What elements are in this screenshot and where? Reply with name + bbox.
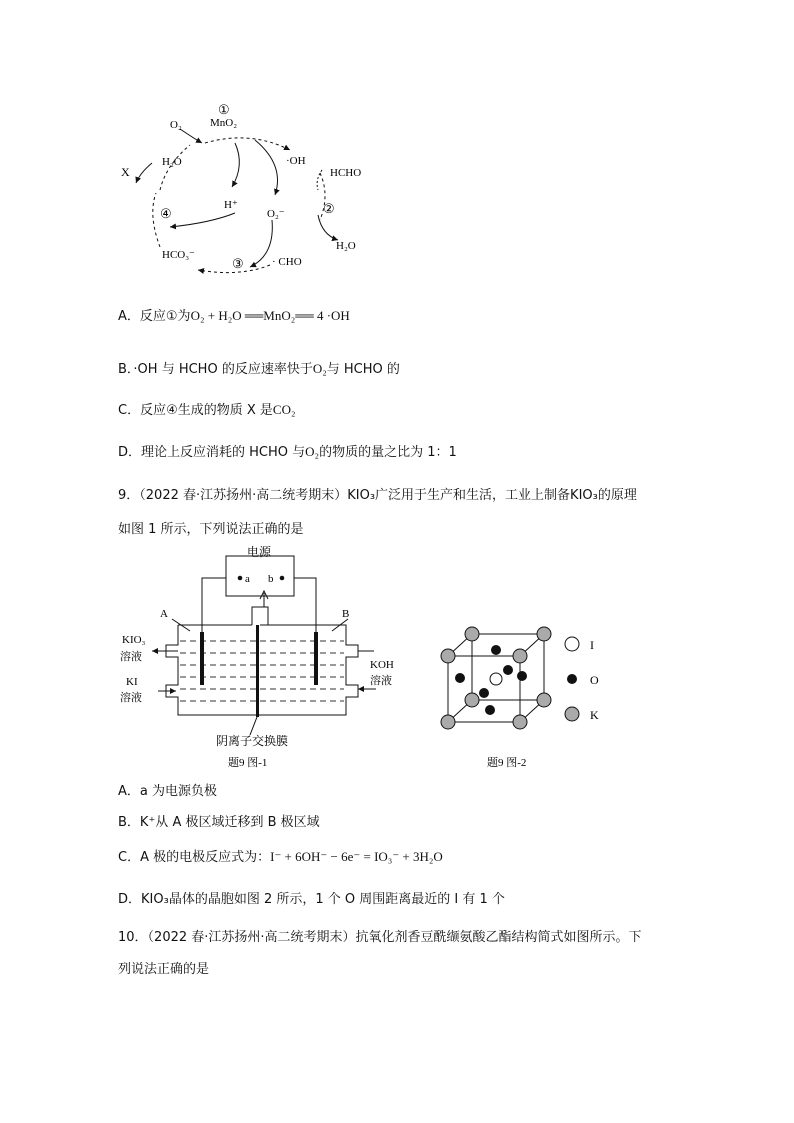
hco3-label: HCO₃⁻ bbox=[162, 249, 195, 261]
power-label: 电源 bbox=[247, 545, 272, 559]
arrow-hcho-in bbox=[317, 170, 322, 190]
electrode-b-label: B bbox=[342, 608, 350, 620]
arrow-to-hco3 bbox=[170, 213, 235, 227]
wire-b bbox=[294, 578, 316, 682]
terminal-b-label: b bbox=[268, 573, 274, 585]
crystal-cell-figure bbox=[430, 618, 630, 776]
option-8a: A．反应①为O₂ + H₂O ══MnO₂══ 4 ·OH bbox=[118, 308, 350, 324]
koh-solution-label: 溶液 bbox=[370, 675, 392, 687]
step1-label: ① bbox=[218, 102, 230, 117]
hplus-label: H⁺ bbox=[224, 199, 238, 211]
legend-k-marker bbox=[565, 707, 579, 721]
question-9-line1: 9．（2022 春·江苏扬州·高二统考期末）KIO₃广泛用于生产和生活，工业上制备KIO₃的原理 bbox=[118, 488, 637, 503]
arrow-o2minus-down bbox=[250, 220, 272, 267]
step2-label: ② bbox=[323, 201, 335, 216]
terminal-a-label: a bbox=[245, 573, 250, 585]
step4-label: ④ bbox=[160, 206, 172, 221]
electrode-a bbox=[200, 632, 204, 685]
h2o-top-label: H₂O bbox=[162, 156, 182, 168]
legend-o-marker bbox=[567, 674, 577, 684]
arrow-to-x bbox=[136, 163, 152, 183]
x-label: X bbox=[121, 165, 130, 179]
hcho-label: HCHO bbox=[330, 167, 362, 179]
koh-label: KOH bbox=[370, 659, 394, 671]
h2o-right-label: H₂O bbox=[336, 240, 356, 252]
arrow-to-o2minus bbox=[255, 140, 278, 195]
kio3-solution-label: 溶液 bbox=[120, 651, 142, 663]
cho-label: · CHO bbox=[272, 256, 302, 268]
power-box bbox=[226, 556, 294, 596]
o2minus-label: O₂⁻ bbox=[267, 208, 285, 220]
question-10-line1: 10．（2022 春·江苏扬州·高二统考期末）抗氧化剂香豆酰缬氨酸乙酯结构简式如图所示。下 bbox=[118, 930, 642, 945]
electrode-a-label: A bbox=[160, 608, 168, 620]
legend-k: K bbox=[590, 708, 599, 722]
legend-i: I bbox=[590, 638, 594, 652]
option-9d: D．KIO₃晶体的晶胞如图 2 所示，1 个 O 周围距离最近的 I 有 1 个 bbox=[118, 892, 505, 907]
mno2-label: MnO₂ bbox=[210, 117, 238, 129]
step3-label: ③ bbox=[232, 256, 244, 271]
legend-i-marker bbox=[565, 637, 579, 651]
option-8d: D．理论上反应消耗的 HCHO 与O₂的物质的量之比为 1：1 bbox=[118, 444, 457, 460]
cycle-arc-4 bbox=[153, 193, 160, 247]
option-8a-formula: O₂ + H₂O ══MnO₂══ 4 ·OH bbox=[190, 308, 350, 323]
option-9a: A．a 为电源负极 bbox=[118, 784, 217, 799]
option-9c: C．A 极的电极反应式为：I⁻ + 6OH⁻ − 6e⁻ = IO₃⁻ + 3H₂O bbox=[118, 849, 443, 865]
ki-label: KI bbox=[126, 676, 138, 688]
option-9c-formula: I⁻ + 6OH⁻ − 6e⁻ = IO₃⁻ + 3H₂O bbox=[270, 849, 443, 864]
kio3-label: KIO₃ bbox=[122, 634, 146, 646]
reaction-cycle-diagram bbox=[110, 95, 390, 285]
figure-9-1-caption: 题9 图-1 bbox=[228, 757, 268, 769]
option-8c: C．反应④生成的物质 X 是CO₂ bbox=[118, 402, 296, 418]
arrow-to-hplus bbox=[232, 143, 239, 187]
option-8b: B．·OH 与 HCHO 的反应速率快于O₂与 HCHO 的 bbox=[118, 361, 400, 377]
iodine-atom bbox=[490, 673, 502, 685]
electrode-b bbox=[314, 632, 318, 685]
oh-label: ·OH bbox=[286, 155, 306, 167]
option-9b: B．K⁺从 A 极区域迁移到 B 极区域 bbox=[118, 815, 320, 830]
ki-solution-label: 溶液 bbox=[120, 692, 142, 704]
arrow-h2o-out bbox=[318, 215, 338, 240]
electrolysis-figure bbox=[110, 545, 410, 773]
o2-label: O₂ bbox=[170, 119, 182, 131]
arrow-o2-in bbox=[180, 129, 202, 143]
wire-a bbox=[202, 578, 226, 682]
question-10-line2: 列说法正确的是 bbox=[118, 962, 210, 977]
question-9-line2: 如图 1 所示，下列说法正确的是 bbox=[118, 522, 304, 537]
legend-o: O bbox=[590, 673, 599, 687]
membrane-label: 阴离子交换膜 bbox=[216, 734, 289, 748]
figure-9-2-caption: 题9 图-2 bbox=[487, 757, 527, 769]
membrane bbox=[256, 625, 259, 717]
terminal-b bbox=[280, 576, 285, 581]
cycle-arc-1 bbox=[205, 138, 290, 150]
terminal-a bbox=[238, 576, 243, 581]
